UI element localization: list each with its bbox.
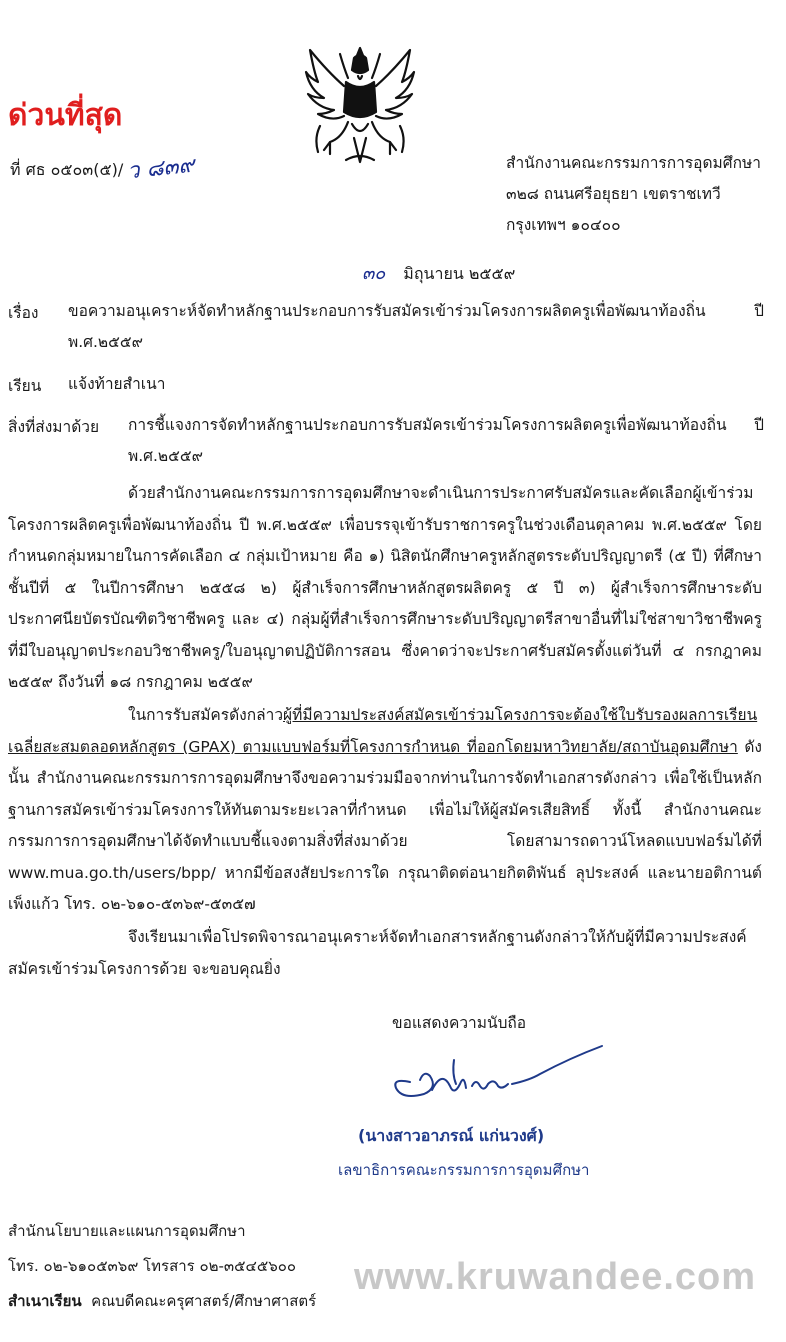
watermark: www.kruwandee.com: [354, 1256, 757, 1298]
signatory-position: เลขาธิการคณะกรรมการการอุดมศึกษา: [338, 1161, 590, 1179]
body-paragraph-2: [8, 700, 762, 921]
body-paragraph-3-text: จึงเรียนมาเพื่อโปรดพิจารณาอนุเคราะห์จัดทำเอกสารหลักฐานดังกล่าวให้กับผู้ที่มีความประสงค์สมัครเข้าร่วมโครงการด้วย จะขอบคุณยิ่ง: [8, 928, 747, 978]
footer-copy-label: สำเนาเรียน: [8, 1292, 82, 1310]
footer-copy: [8, 1286, 316, 1317]
reference-handwritten-number: ว ๘๓๙: [126, 152, 196, 185]
body-paragraph-2-rest: ดังนั้น สำนักงานคณะกรรมการการอุดมศึกษาจึงขอความร่วมมือจากท่านในการจัดทำเอกสารดังกล่าว เพื่อใช้เป็นหลักฐานการสมัครเข้าร่วมโครงการให้ทันตามระยะเวลาที่กำหนด เพื่อไม่ให้ผู้สมัครเสียสิทธิ์ ทั้งนี้ สำนักงานคณะกรรมการการอุดมศึกษาได้จัดทำแบบชี้แจงตามสิ่งที่ส่งมาด้วย โดยสามารถดาวน์โหลดแบบฟอร์มได้ที่ www.mua.go.th/users/bpp/ หากมีข้อสงสัยประการใด กรุณาติดต่อนายกิตติพันธ์ ลุประสงค์ และนายอติกานต์ เพ็งแก้ว โทร. ๐๒-๖๑๐-๕๓๖๙-๕๓๕๗: [8, 737, 763, 913]
body-paragraph-1: [8, 478, 762, 699]
closing-phrase: ขอแสดงความนับถือ: [392, 1014, 527, 1032]
reference-prefix: ที่ ศธ ๐๕๐๓(๕)/: [10, 160, 124, 179]
letter-date: [362, 258, 515, 287]
garuda-emblem-icon: [300, 42, 420, 172]
handwritten-signature: [380, 1040, 610, 1110]
date-day-handwritten: ๓๐: [362, 263, 386, 284]
body-paragraph-1-text: ด้วยสำนักงานคณะกรรมการการอุดมศึกษาจะดำเนินการประกาศรับสมัครและคัดเลือกผู้เข้าร่วมโครงการผลิตครูเพื่อพัฒนาท้องถิ่น ปี พ.ศ.๒๕๕๙ เพื่อบรรจุเข้ารับราชการครูในช่วงเดือนตุลาคม พ.ศ.๒๕๕๙ โดยกำหนดกลุ่มหมายในการคัดเลือก ๔ กลุ่มเป้าหมาย คือ ๑) นิสิตนักศึกษาครูหลักสูตรระดับปริญญาตรี (๕ ปี) ที่ศึกษาชั้นปีที่ ๕ ในปีการศึกษา ๒๕๕๘ ๒) ผู้สำเร็จการศึกษาหลักสูตรผลิตครู ๕ ปี ๓) ผู้สำเร็จการศึกษาระดับประกาศนียบัตรบัณฑิตวิชาชีพครู และ ๔) กลุ่มผู้ที่สำเร็จการศึกษาระดับปริญญาตรีสาขาอื่นที่ไม่ใช่สาขาวิชาชีพครูที่มีใบอนุญาตประกอบวิชาชีพครู/ใบอนุญาตปฏิบัติการสอน ซึ่งคาดว่าจะประกาศรับสมัครตั้งแต่วันที่ ๔ กรกฎาคม ๒๕๕๙ ถึงวันที่ ๑๘ กรกฎาคม ๒๕๕๙: [8, 484, 762, 691]
enclosure-label: สิ่งที่ส่งมาด้วย: [8, 418, 100, 436]
recipient-text: แจ้งท้ายสำเนา: [68, 375, 166, 393]
body-paragraph-2-underlined: ผู้ที่มีความประสงค์สมัครเข้าร่วมโครงการจะต้องใช้ใบรับรองผลการเรียนเฉลี่ยสะสมตลอดหลักสูตร (GPAX) ตามแบบฟอร์มที่โครงการกำหนด ที่ออกโดยมหาวิทยาลัย/สถาบันอุดมศึกษา: [8, 706, 758, 756]
reference-number: [10, 150, 195, 185]
footer-office: สำนักนโยบายและแผนการอุดมศึกษา: [8, 1222, 246, 1240]
sender-address-line1: สำนักงานคณะกรรมการการอุดมศึกษา: [506, 154, 761, 172]
sender-address: [506, 148, 781, 241]
sender-address-line2: ๓๒๘ ถนนศรีอยุธยา เขตราชเทวี: [506, 185, 721, 203]
date-month-year: มิถุนายน ๒๕๕๙: [403, 264, 516, 283]
body-paragraph-2-lead: ในการรับสมัครดังกล่าว: [128, 706, 284, 724]
urgency-heading: ด่วนที่สุด: [8, 98, 123, 133]
enclosure-text: การชี้แจงการจัดทำหลักฐานประกอบการรับสมัครเข้าร่วมโครงการผลิตครูเพื่อพัฒนาท้องถิ่น ปี พ.ศ.๒๕๕๙: [128, 416, 764, 465]
body-paragraph-3: [8, 922, 762, 985]
recipient-label: เรียน: [8, 377, 42, 395]
footer-contact: โทร. ๐๒-๖๑๐๕๓๖๙ โทรสาร ๐๒-๓๕๔๕๖๐๐: [8, 1257, 297, 1275]
subject-text: ขอความอนุเคราะห์จัดทำหลักฐานประกอบการรับสมัครเข้าร่วมโครงการผลิตครูเพื่อพัฒนาท้องถิ่น ปี พ.ศ.๒๕๕๙: [68, 302, 764, 351]
footer-copy-to: คณบดีคณะครุศาสตร์/ศึกษาศาสตร์: [91, 1292, 317, 1310]
sender-address-line3: กรุงเทพฯ ๑๐๔๐๐: [506, 216, 621, 234]
subject-label: เรื่อง: [8, 304, 39, 322]
signatory-name: (นางสาวอาภรณ์ แก่นวงศ์): [358, 1126, 545, 1145]
